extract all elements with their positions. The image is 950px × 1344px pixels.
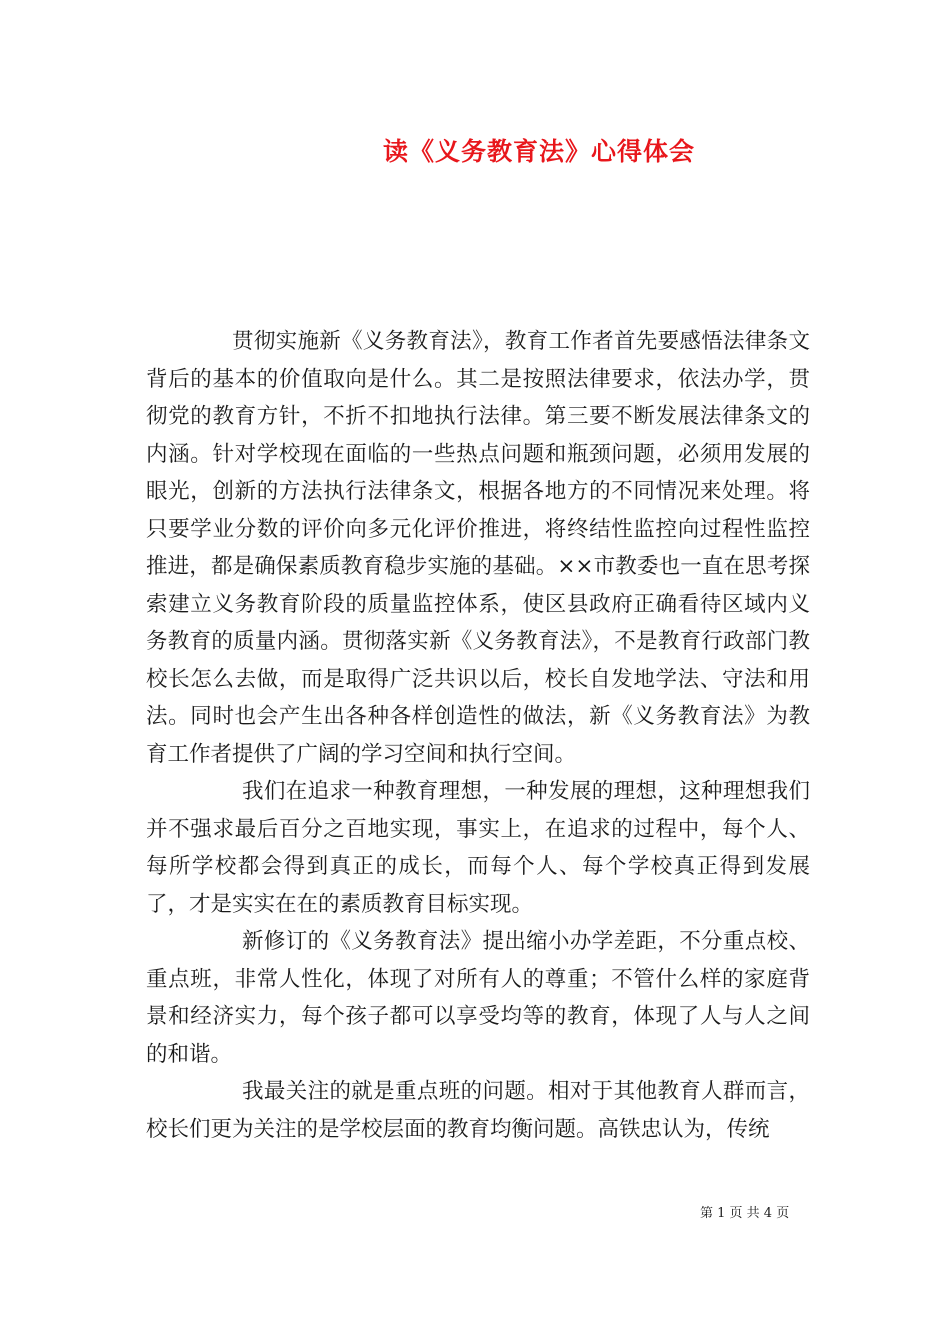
- document-body: [146, 323, 810, 1148]
- paragraph-1: 贯彻实施新《义务教育法》，教育工作者首先要感悟法律条文背后的基本的价值取向是什么。其二是按照法律要求，依法办学，贯彻党的教育方针，不折不扣地执行法律。第三要不断发展法律条文的内涵。针对学校现在面临的一些热点问题和瓶颈问题，必须用发展的眼光，创新的方法执行法律条文，根据各地方的不同情况来处理。将只要学业分数的评价向多元化评价推进，将终结性监控向过程性监控推进，都是确保素质教育稳步实施的基础。××市教委也一直在思考探索建立义务教育阶段的质量监控体系，使区县政府正确看待区域内义务教育的质量内涵。贯彻落实新《义务教育法》，不是教育行政部门教校长怎么去做，而是取得广泛共识以后，校长自发地学法、守法和用法。同时也会产生出各种各样创造性的做法，新《义务教育法》为教育工作者提供了广阔的学习空间和执行空间。: [146, 329, 810, 767]
- paragraph-2: 我们在追求一种教育理想，一种发展的理想，这种理想我们并不强求最后百分之百地实现，事实上，在追求的过程中，每个人、每所学校都会得到真正的成长，而每个人、每个学校真正得到发展了，才是实实在在的素质教育目标实现。: [146, 779, 810, 917]
- page-number-footer: 第 1 页 共 4 页: [700, 1206, 790, 1221]
- document-title: 读《义务教育法》心得体会: [382, 137, 695, 166]
- paragraph-4: 我最关注的就是重点班的问题。相对于其他教育人群而言，校长们更为关注的是学校层面的教育均衡问题。高铁忠认为，传统: [146, 1079, 810, 1142]
- paragraph-3: 新修订的《义务教育法》提出缩小办学差距，不分重点校、重点班，非常人性化，体现了对所有人的尊重；不管什么样的家庭背景和经济实力，每个孩子都可以享受均等的教育，体现了人与人之间的和谐。: [146, 929, 810, 1067]
